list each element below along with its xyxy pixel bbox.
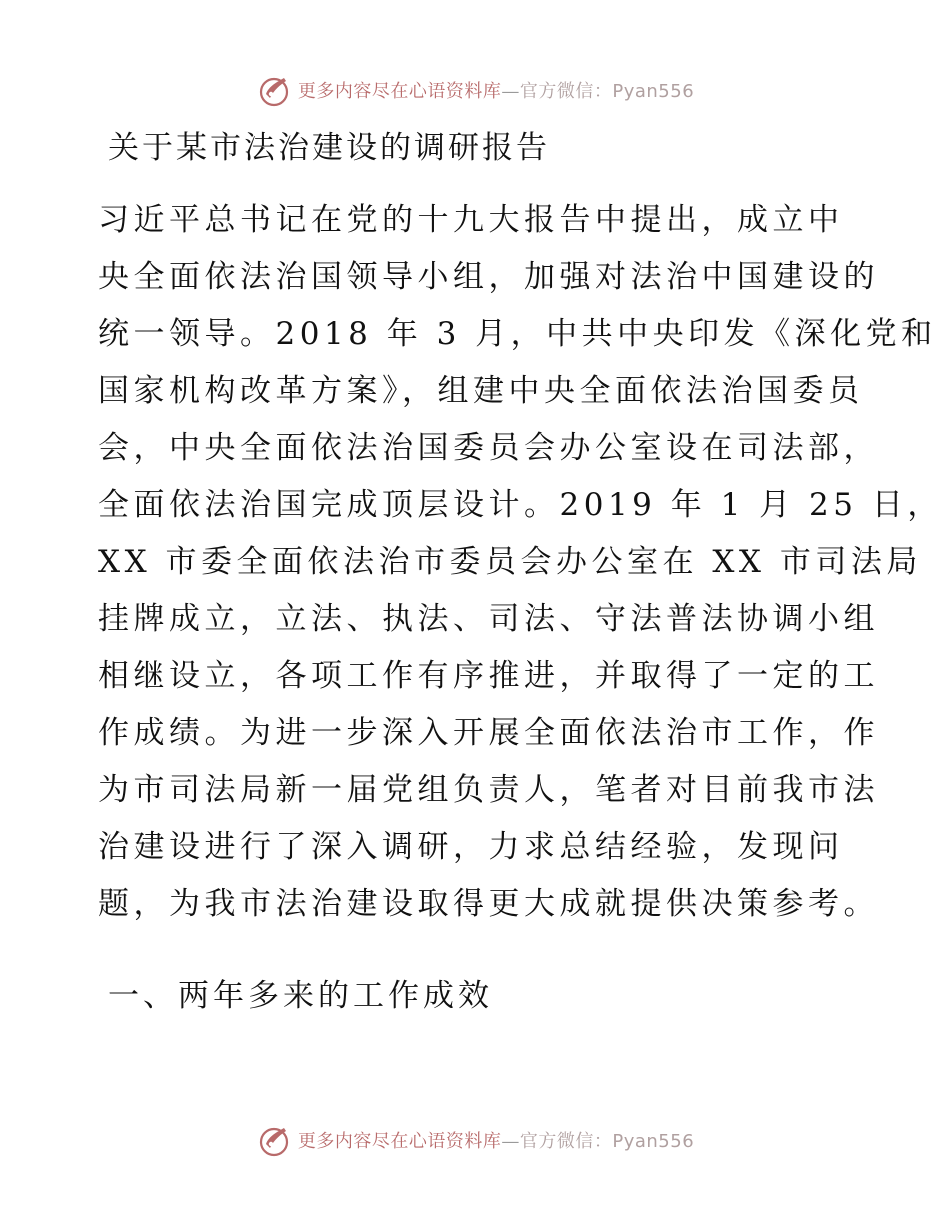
paragraph-line: 会，中央全面依法治国委员会办公室设在司法部， bbox=[98, 430, 879, 466]
pen-logo-icon bbox=[256, 1122, 292, 1158]
section-heading: 一、两年多来的工作成效 bbox=[108, 978, 493, 1014]
paragraph-line: 全面依法治国完成顶层设计。2019 年 1 月 25 日， bbox=[98, 487, 943, 523]
watermark-header bbox=[0, 70, 950, 110]
paragraph-line: 挂牌成立，立法、执法、司法、守法普法协调小组 bbox=[98, 601, 879, 637]
paragraph-line: 题，为我市法治建设取得更大成就提供决策参考。 bbox=[98, 886, 879, 922]
paragraph-line: 国家机构改革方案》，组建中央全面依法治国委员 bbox=[98, 373, 864, 409]
watermark-text: 更多内容尽在心语资料库—官方微信：Pyan556 bbox=[297, 81, 695, 102]
paragraph-line: 治建设进行了深入调研，力求总结经验，发现问 bbox=[98, 829, 844, 865]
paragraph-line: 作成绩。为进一步深入开展全面依法治市工作，作 bbox=[98, 715, 879, 751]
paragraph-line: 为市司法局新一届党组负责人，笔者对目前我市法 bbox=[98, 772, 879, 808]
paragraph-line: 统一领导。2018 年 3 月，中共中央印发《深化党和 bbox=[98, 316, 937, 352]
paragraph-line: 相继设立，各项工作有序推进，并取得了一定的工 bbox=[98, 658, 879, 694]
document-title: 关于某市法治建设的调研报告 bbox=[108, 130, 550, 166]
paragraph-line: 央全面依法治国领导小组，加强对法治中国建设的 bbox=[98, 259, 879, 295]
paragraph-line: 习近平总书记在党的十九大报告中提出，成立中 bbox=[98, 202, 844, 238]
paragraph-line: XX 市委全面依法治市委员会办公室在 XX 市司法局 bbox=[98, 544, 922, 580]
pen-logo-icon bbox=[256, 72, 292, 108]
watermark-text: 更多内容尽在心语资料库—官方微信：Pyan556 bbox=[297, 1131, 695, 1152]
watermark-footer bbox=[0, 1120, 950, 1160]
